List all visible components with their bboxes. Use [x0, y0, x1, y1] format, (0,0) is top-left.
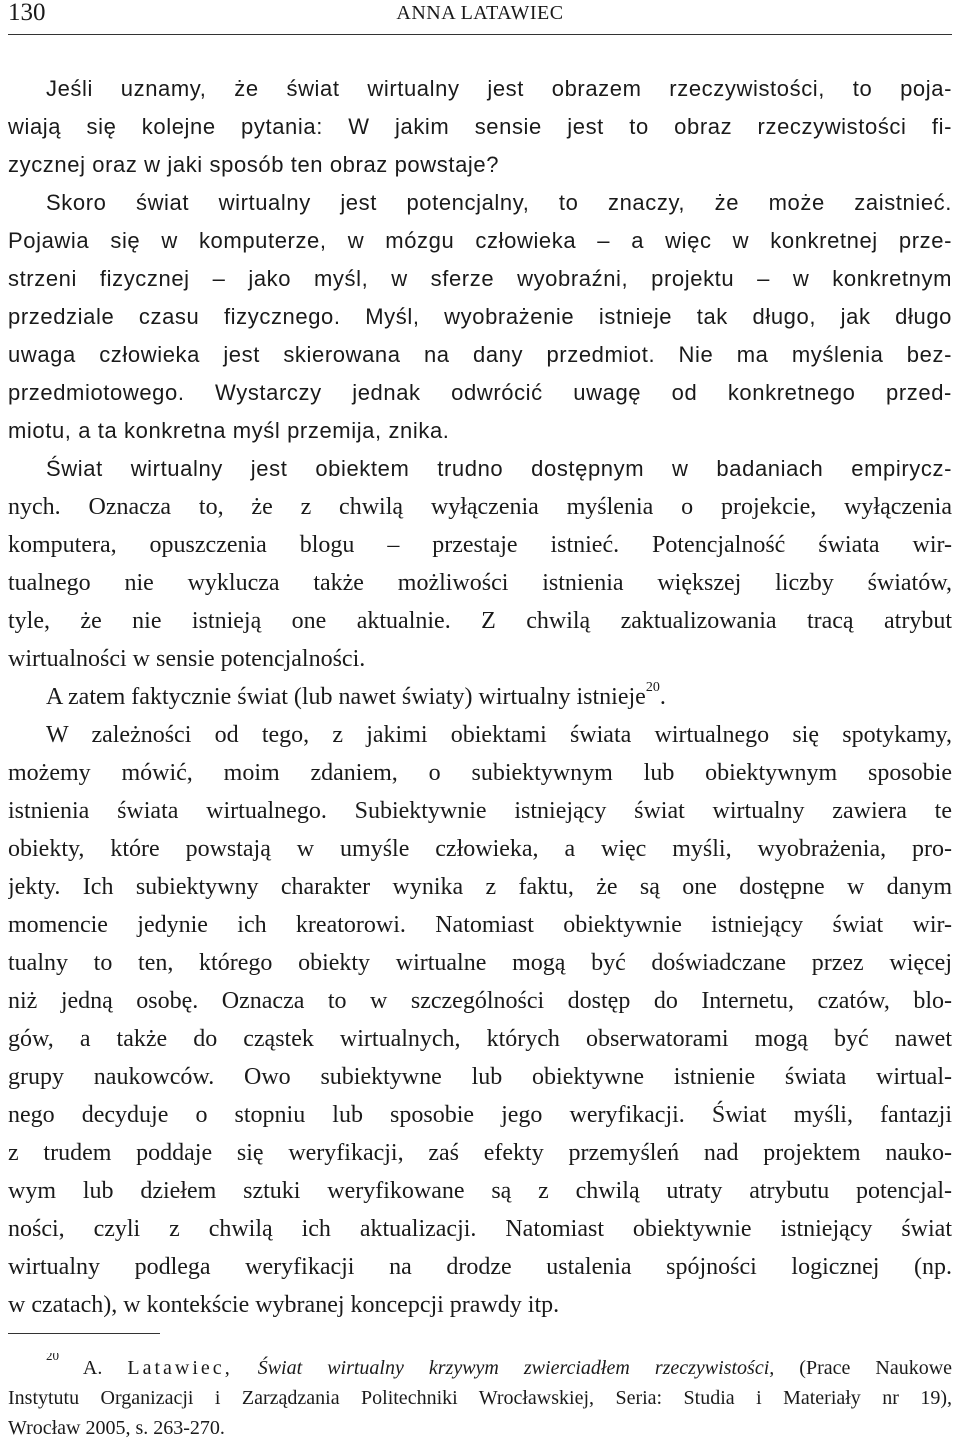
- text-line-content: miotu, a ta konkretna myśl przemija, znika.: [8, 418, 450, 443]
- text-line-content: przedmiotowego. Wystarczy jednak odwrócić uwagę od konkretnego przed-: [8, 380, 952, 405]
- text-line: [8, 1020, 952, 1058]
- text-line: [8, 450, 952, 488]
- text-line-content: przedziale czasu fizycznego. Myśl, wyobrażenie istnieje tak długo, jak długo: [8, 304, 952, 329]
- text-line: [8, 298, 952, 336]
- text-line: [8, 602, 952, 640]
- text-line-content: Skoro świat wirtualny jest potencjalny, to znaczy, że może zaistnieć.: [46, 190, 952, 215]
- header-rule: [8, 34, 952, 35]
- text-line: [8, 792, 952, 830]
- footnote-line1-rest: (Prace Naukowe: [799, 1357, 952, 1379]
- text-line-content: z trudem poddaje się weryfikacji, zaś efekty przemyśleń nad projektem nauko-: [8, 1140, 952, 1166]
- text-line-content: Świat wirtualny jest obiektem trudno dostępnym w badaniach empirycz-: [46, 456, 952, 481]
- text-line: [8, 678, 952, 716]
- footnote: [8, 1353, 952, 1443]
- text-line-content: jekty. Ich subiektywny charakter wynika z faktu, że są one dostępne w danym: [8, 874, 952, 900]
- text-line: [8, 1248, 952, 1286]
- text-line: [8, 412, 952, 450]
- text-line-content: Pojawia się w komputerze, w mózgu człowieka – a więc w konkretnej prze-: [8, 228, 952, 253]
- body-text: [8, 70, 952, 1324]
- text-line-content: ności, czyli z chwilą ich aktualizacji. Natomiast obiektywnie istniejący świat: [8, 1216, 952, 1242]
- text-line: [8, 754, 952, 792]
- text-line: [8, 1286, 952, 1324]
- text-line-content: wirtualności w sensie potencjalności.: [8, 646, 366, 672]
- text-line: [8, 108, 952, 146]
- text-line-tail: .: [659, 684, 666, 710]
- text-line: [8, 982, 952, 1020]
- text-line-content: tualnego nie wyklucza także możliwości istnienia większej liczby światów,: [8, 570, 952, 596]
- text-line-content: wiają się kolejne pytania: W jakim sensie jest to obraz rzeczywistości fi-: [8, 114, 952, 139]
- footnote-line-3: Wrocław 2005, s. 263-270.: [8, 1417, 225, 1439]
- text-line-content: Jeśli uznamy, że świat wirtualny jest obrazem rzeczywistości, to poja-: [46, 76, 952, 101]
- text-line: [8, 1210, 952, 1248]
- text-line: [8, 564, 952, 602]
- page-number: 130: [8, 0, 46, 26]
- text-line-content: wirtualny podlega weryfikacji na drodze ustalenia spójności logicznej (np.: [8, 1254, 952, 1280]
- text-line-content: tualny to ten, którego obiekty wirtualne mogą być doświadczane przez więcej: [8, 950, 952, 976]
- text-line: [8, 146, 952, 184]
- page-header: [8, 0, 952, 34]
- footnote-line-1: [8, 1353, 952, 1383]
- text-line-content: tyle, że nie istnieją one aktualnie. Z chwilą zaktualizowania tracą atrybut: [8, 608, 952, 634]
- text-line: [8, 336, 952, 374]
- text-line-content: możemy mówić, moim zdaniem, o subiektywnym lub obiektywnym sposobie: [8, 760, 952, 786]
- text-line-content: momencie jedynie ich kreatorowi. Natomiast obiektywnie istniejący świat wir-: [8, 912, 952, 938]
- text-line: [8, 640, 952, 678]
- text-line: [8, 222, 952, 260]
- text-line: [8, 184, 952, 222]
- text-line-content: komputera, opuszczenia blogu – przestaje istnieć. Potencjalność świata wir-: [8, 532, 952, 558]
- text-line: [8, 526, 952, 564]
- footnote-number: 20: [46, 1353, 59, 1364]
- text-line-content: nych. Oznacza to, że z chwilą wyłączenia myślenia o projekcie, wyłączenia: [8, 494, 952, 520]
- footnote-title: Świat wirtualny krzywym zwierciadłem rzeczywistości,: [257, 1357, 775, 1379]
- text-line: [8, 716, 952, 754]
- text-line-content: W zależności od tego, z jakimi obiektami świata wirtualnego się spotykamy,: [46, 722, 952, 748]
- text-line-content: zycznej oraz w jaki sposób ten obraz powstaje?: [8, 152, 500, 177]
- text-line: [8, 1172, 952, 1210]
- text-line: [8, 260, 952, 298]
- text-line-content: obiekty, które powstają w umyśle człowieka, a więc myśli, wyobrażenia, pro-: [8, 836, 952, 862]
- text-line: [8, 830, 952, 868]
- text-line: [8, 488, 952, 526]
- text-line-content: A zatem faktycznie świat (lub nawet światy) wirtualny istnieje: [46, 684, 646, 710]
- text-line: [8, 868, 952, 906]
- text-line-content: grupy naukowców. Owo subiektywne lub obiektywne istnienie świata wirtual-: [8, 1064, 952, 1090]
- text-line: [8, 374, 952, 412]
- footnote-line-2: Instytutu Organizacji i Zarządzania Politechniki Wrocławskiej, Seria: Studia i Materiały nr 19),: [8, 1387, 952, 1409]
- text-line: [8, 906, 952, 944]
- text-line: [8, 1134, 952, 1172]
- footnote-author-initial: A.: [82, 1357, 103, 1379]
- text-line-content: w czatach), w kontekście wybranej koncepcji prawdy itp.: [8, 1292, 560, 1318]
- text-line: [8, 1058, 952, 1096]
- text-line-content: uwaga człowieka jest skierowana na dany przedmiot. Nie ma myślenia bez-: [8, 342, 952, 367]
- text-line: [8, 944, 952, 982]
- text-line: [8, 70, 952, 108]
- footnote-author-surname: Latawiec,: [127, 1357, 233, 1379]
- text-line-content: niż jedną osobę. Oznacza to w szczególności dostęp do Internetu, czatów, blo-: [8, 988, 952, 1014]
- text-line-content: nego decyduje o stopniu lub sposobie jego weryfikacji. Świat myśli, fantazji: [8, 1102, 952, 1128]
- text-line-content: strzeni fizycznej – jako myśl, w sferze wyobraźni, projektu – w konkretnym: [8, 266, 952, 291]
- footnote-ref: 20: [645, 680, 660, 695]
- footnote-rule: [8, 1333, 160, 1334]
- text-line-content: istnienia świata wirtualnego. Subiektywnie istniejący świat wirtualny zawiera te: [8, 798, 952, 824]
- text-line-content: gów, a także do cząstek wirtualnych, których obserwatorami mogą być nawet: [8, 1026, 952, 1052]
- text-line: [8, 1096, 952, 1134]
- text-line-content: wym lub dziełem sztuki weryfikowane są z chwilą utraty atrybutu potencjal-: [8, 1178, 952, 1204]
- running-title: ANNA LATAWIEC: [396, 2, 564, 24]
